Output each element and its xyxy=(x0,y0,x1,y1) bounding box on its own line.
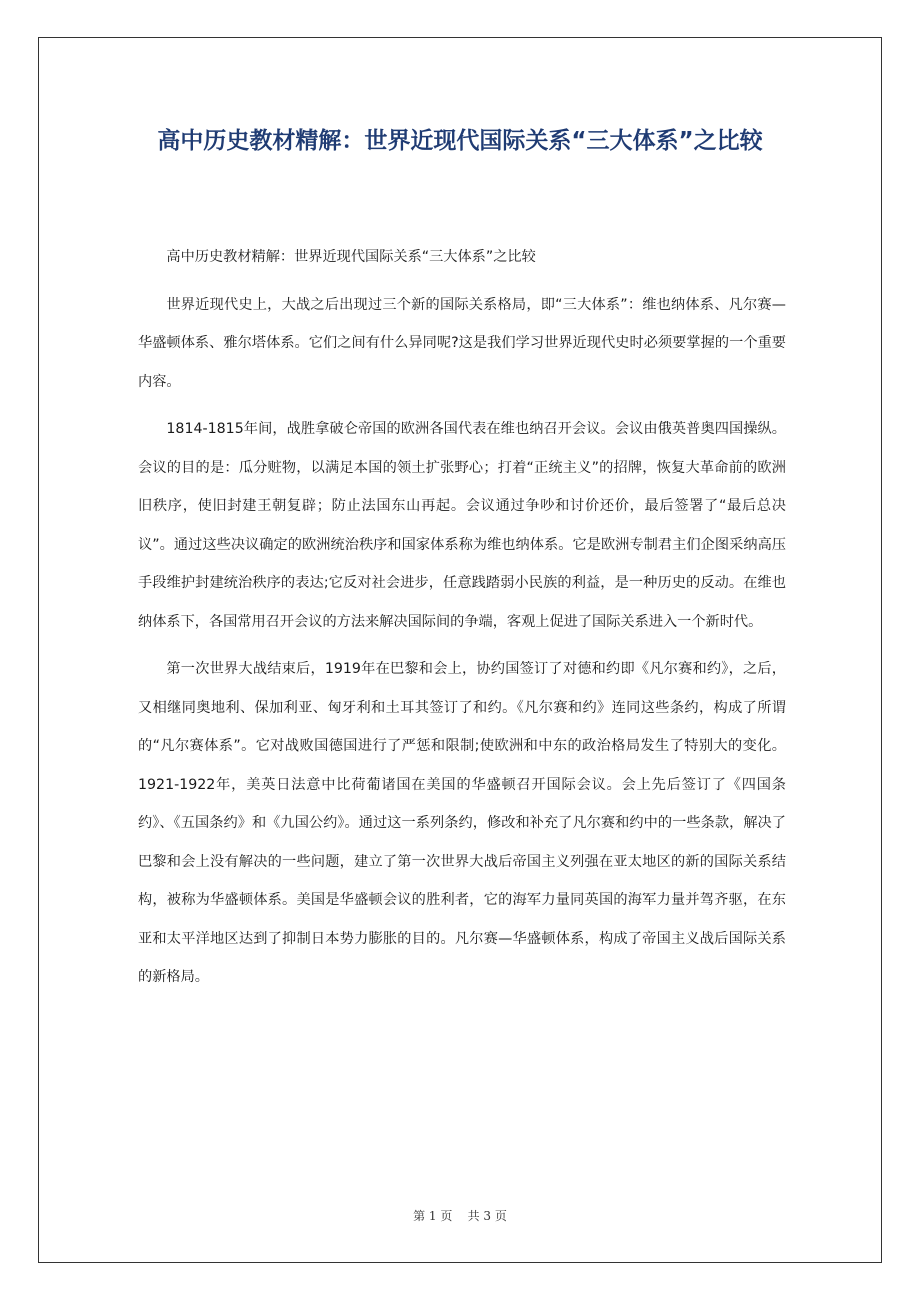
document-body xyxy=(138,238,786,1006)
document-title: 高中历史教材精解：世界近现代国际关系“三大体系”之比较 xyxy=(157,128,763,154)
page-footer: 第 1 页 共 3 页 xyxy=(413,1209,507,1223)
paragraph-intro: 世界近现代史上，大战之后出现过三个新的国际关系格局，即“三大体系”：维也纳体系、凡尔赛—华盛顿体系、雅尔塔体系。它们之间有什么异同呢?这是我们学习世界近现代史时必须要掌握的一个重要内容。 xyxy=(138,296,786,390)
paragraph-vienna-system: 1814-1815年间，战胜拿破仑帝国的欧洲各国代表在维也纳召开会议。会议由俄英普奥四国操纵。会议的目的是：瓜分赃物，以满足本国的领土扩张野心；打着“正统主义”的招牌，恢复大革命前的欧洲旧秩序，使旧封建王朝复辟；防止法国东山再起。会议通过争吵和讨价还价，最后签署了“最后总决议”。通过这些决议确定的欧洲统治秩序和国家体系称为维也纳体系。它是欧洲专制君主们企图采纳高压手段维护封建统治秩序的表达;它反对社会进步，任意践踏弱小民族的利益，是一种历史的反动。在维也纳体系下，各国常用召开会议的方法来解决国际间的争端，客观上促进了国际关系进入一个新时代。 xyxy=(138,421,786,630)
paragraph-versailles-washington-system: 第一次世界大战结束后，1919年在巴黎和会上，协约国签订了对德和约即《凡尔赛和约》，之后，又相继同奥地利、保加利亚、匈牙利和土耳其签订了和约。《凡尔赛和约》连同这些条约，构成了所谓的“凡尔赛体系”。它对战败国德国进行了严惩和限制;使欧洲和中东的政治格局发生了特别大的变化。1921-1922年，美英日法意中比荷葡诸国在美国的华盛顿召开国际会议。会上先后签订了《四国条约》、《五国条约》和《九国公约》。通过这一系列条约，修改和补充了凡尔赛和约中的一些条款，解决了巴黎和会上没有解决的一些问题，建立了第一次世界大战后帝国主义列强在亚太地区的新的国际关系结构，被称为华盛顿体系。美国是华盛顿会议的胜利者，它的海军力量同英国的海军力量并驾齐驱，在东亚和太平洋地区达到了抑制日本势力膨胀的目的。凡尔赛—华盛顿体系，构成了帝国主义战后国际关系的新格局。 xyxy=(138,661,786,985)
paragraph-subtitle: 高中历史教材精解：世界近现代国际关系“三大体系”之比较 xyxy=(166,249,536,265)
